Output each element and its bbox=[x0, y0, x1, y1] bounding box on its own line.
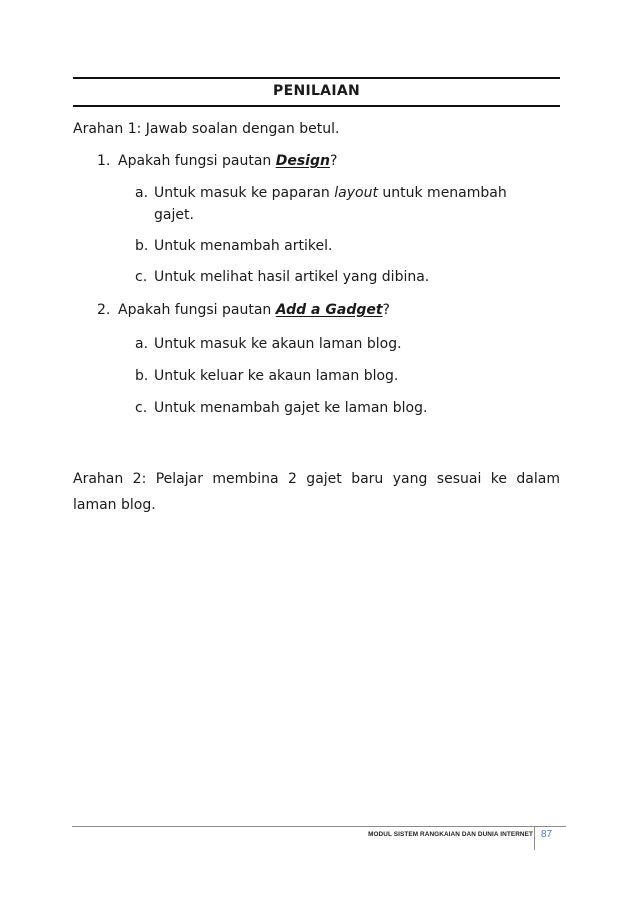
footer-rule bbox=[72, 826, 566, 827]
q2-option-b-letter: b. bbox=[135, 368, 149, 384]
question-1-prefix: Apakah fungsi pautan bbox=[118, 153, 276, 169]
q1-option-c-text: Untuk melihat hasil artikel yang dibina. bbox=[154, 269, 430, 285]
question-1-number: 1. bbox=[97, 153, 111, 169]
q1-option-a-line2: gajet. bbox=[154, 207, 194, 223]
section2-instruction-line1: Arahan 2: Pelajar membina 2 gajet baru yang sesuai ke dalam bbox=[73, 471, 560, 487]
q2-option-c-letter: c. bbox=[135, 400, 148, 416]
footer-separator bbox=[534, 826, 535, 850]
q2-option-a-text: Untuk masuk ke akaun laman blog. bbox=[154, 336, 402, 352]
question-1-text bbox=[118, 150, 337, 172]
q1-option-a-text-after: untuk menambah bbox=[377, 185, 507, 201]
question-2-prefix: Apakah fungsi pautan bbox=[118, 302, 276, 318]
question-2-number: 2. bbox=[97, 302, 111, 318]
q1-option-b-text: Untuk menambah artikel. bbox=[154, 238, 333, 254]
q1-option-a-line1 bbox=[154, 182, 507, 204]
q2-option-a-letter: a. bbox=[135, 336, 149, 352]
page-number: 87 bbox=[541, 829, 553, 840]
header-top-rule bbox=[73, 77, 560, 79]
header-bottom-rule bbox=[73, 105, 560, 107]
page-title: PENILAIAN bbox=[273, 83, 360, 99]
section2-instruction-line2: laman blog. bbox=[73, 497, 156, 513]
question-1-suffix: ? bbox=[329, 153, 338, 169]
question-2-text bbox=[118, 299, 390, 321]
section1-instruction: Arahan 1: Jawab soalan dengan betul. bbox=[73, 121, 340, 137]
question-2-keyword: Add a Gadget bbox=[275, 302, 383, 318]
question-2-suffix: ? bbox=[382, 302, 390, 318]
footer-module-title: MODUL SISTEM RANGKAIAN DAN DUNIA INTERNET bbox=[368, 831, 533, 838]
q1-option-c-letter: c. bbox=[135, 269, 148, 285]
q2-option-b-text: Untuk keluar ke akaun laman blog. bbox=[154, 368, 399, 384]
q2-option-c-text: Untuk menambah gajet ke laman blog. bbox=[154, 400, 428, 416]
q1-option-a-italic: layout bbox=[334, 185, 378, 201]
question-1-keyword: Design bbox=[275, 153, 330, 169]
q1-option-b-letter: b. bbox=[135, 238, 149, 254]
q1-option-a-letter: a. bbox=[135, 185, 149, 201]
q1-option-a-text-before: Untuk masuk ke paparan bbox=[154, 185, 335, 201]
